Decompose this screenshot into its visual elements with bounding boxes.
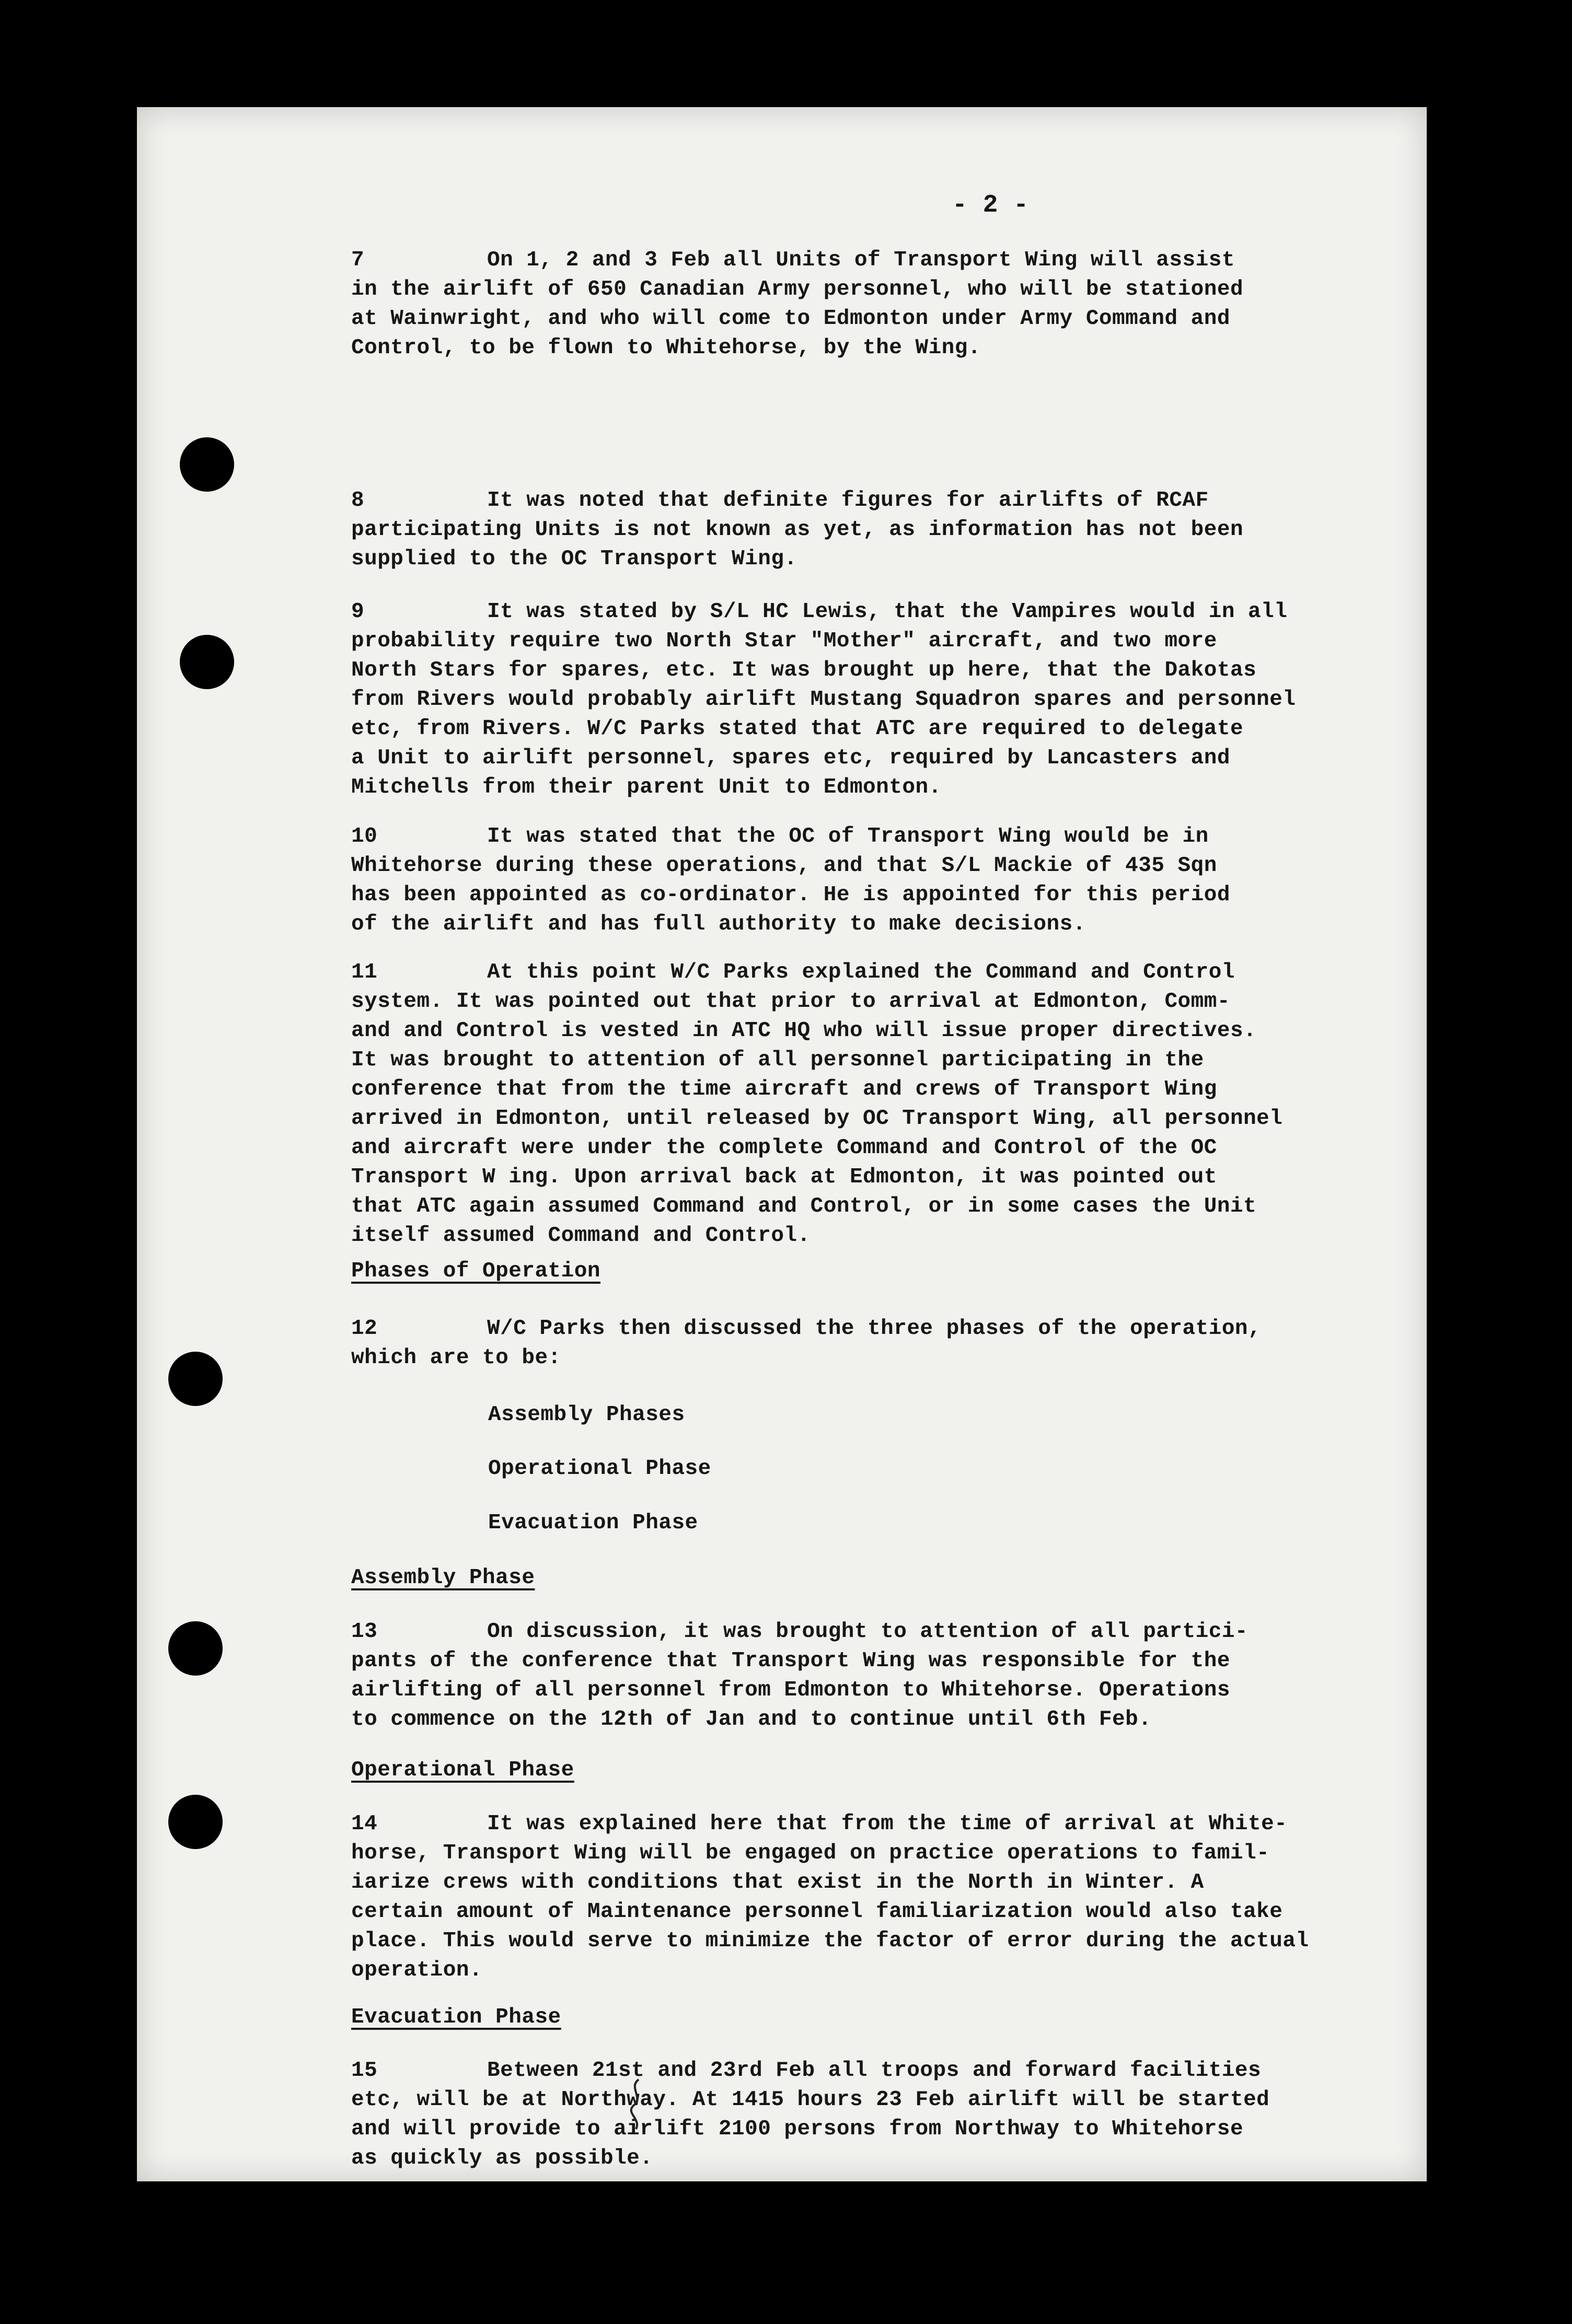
- paragraph-15: [351, 2056, 1522, 2173]
- paragraph-9: [351, 597, 1522, 802]
- paragraph-text: It was noted that definite figures for airlifts of RCAF participating Units is not known as yet, as information has not been supplied to the OC Transport Wing.: [351, 489, 1244, 571]
- paragraph-number: 8: [351, 489, 365, 513]
- punch-hole: [180, 437, 234, 492]
- paragraph-number: 10: [351, 824, 378, 849]
- paragraph-number: 13: [351, 1620, 378, 1644]
- heading-phases-of-operation: Phases of Operation: [351, 1259, 600, 1283]
- handwritten-mark-icon: [623, 2077, 649, 2134]
- paragraph-text: It was stated that the OC of Transport Wing would be in Whitehorse during these operations, and that S/L Mackie of 435 Sqn has been appointed as co-ordinator. He is appointed for this period of the airlift and has full authority to make decisions.: [351, 824, 1230, 936]
- paragraph-text: On discussion, it was brought to attention of all partici- pants of the conference that Transport Wing was responsible for the airlifting of all personnel from Edmonton to Whitehorse. Operations to commence on the 12th of Jan and to continue until 6th Feb.: [351, 1620, 1249, 1732]
- paragraph-number: 15: [351, 2059, 378, 2083]
- paragraph-text: On 1, 2 and 3 Feb all Units of Transport Wing will assist in the airlift of 650 Canadian Army personnel, who will be stationed at Wainwright, and who will come to Edmonton under Army Command and Control, to be flown to Whitehorse, by the Wing.: [351, 248, 1244, 360]
- punch-hole: [180, 635, 234, 689]
- paragraph-number: 7: [351, 248, 365, 272]
- punch-hole: [168, 1621, 223, 1676]
- phase-list-item-assembly: Assembly Phases: [488, 1403, 685, 1427]
- heading-assembly-phase: Assembly Phase: [351, 1566, 535, 1590]
- phase-list-item-evacuation: Evacuation Phase: [488, 1511, 698, 1535]
- paragraph-7: [351, 246, 1522, 363]
- paragraph-number: 11: [351, 960, 378, 984]
- paragraph-13: [351, 1617, 1522, 1734]
- paragraph-text: Between 21st and 23rd Feb all troops and forward facilities etc, will be at Northway. At 1415 hours 23 Feb airlift will be started and will provide to airlift 2100 persons from Northway to Whitehorse as quickly as possible.: [351, 2059, 1270, 2170]
- paragraph-number: 9: [351, 600, 365, 624]
- paragraph-10: [351, 822, 1522, 939]
- page-number: - 2 -: [952, 191, 1029, 219]
- phase-list-item-operational: Operational Phase: [488, 1457, 711, 1481]
- document-page: [137, 107, 1427, 2181]
- paragraph-number: 14: [351, 1812, 378, 1836]
- punch-hole: [168, 1352, 223, 1406]
- paragraph-12: [351, 1314, 1522, 1373]
- heading-operational-phase: Operational Phase: [351, 1758, 574, 1782]
- heading-evacuation-phase: Evacuation Phase: [351, 2005, 561, 2029]
- paragraph-text: W/C Parks then discussed the three phases of the operation, which are to be:: [351, 1317, 1262, 1370]
- paragraph-11: [351, 958, 1522, 1250]
- paragraph-14: [351, 1809, 1522, 1985]
- paragraph-number: 12: [351, 1317, 378, 1341]
- paragraph-8: [351, 486, 1522, 574]
- paragraph-text: At this point W/C Parks explained the Command and Control system. It was pointed out that prior to arrival at Edmonton, Comm- and and Control is vested in ATC HQ who will issue proper directives. It was brought to attention of all personnel participating in the conference that from the time aircraft and crews of Transport Wing arrived in Edmonton, until released by OC Transport Wing, all personnel and aircraft were under the complete Command and Control of the OC Transport W ing. Upon arrival back at Edmonton, it was pointed out that ATC again assumed Command and Control, or in some cases the Unit itself assumed Command and Control.: [351, 960, 1283, 1248]
- paragraph-text: It was explained here that from the time of arrival at White- horse, Transport Wing will be engaged on practice operations to famil- iarize crews with conditions that exist in the North in Winter. A certain amount of Maintenance personnel familiarization would also take place. This would serve to minimize the factor of error during the actual operation.: [351, 1812, 1309, 1982]
- paragraph-text: It was stated by S/L HC Lewis, that the Vampires would in all probability require two North Star "Mother" aircraft, and two more North Stars for spares, etc. It was brought up here, that the Dakotas from Rivers would probably airlift Mustang Squadron spares and personnel etc, from Rivers. W/C Parks stated that ATC are required to delegate a Unit to airlift personnel, spares etc, required by Lancasters and Mitchells from their parent Unit to Edmonton.: [351, 600, 1296, 799]
- punch-hole: [168, 1795, 223, 1849]
